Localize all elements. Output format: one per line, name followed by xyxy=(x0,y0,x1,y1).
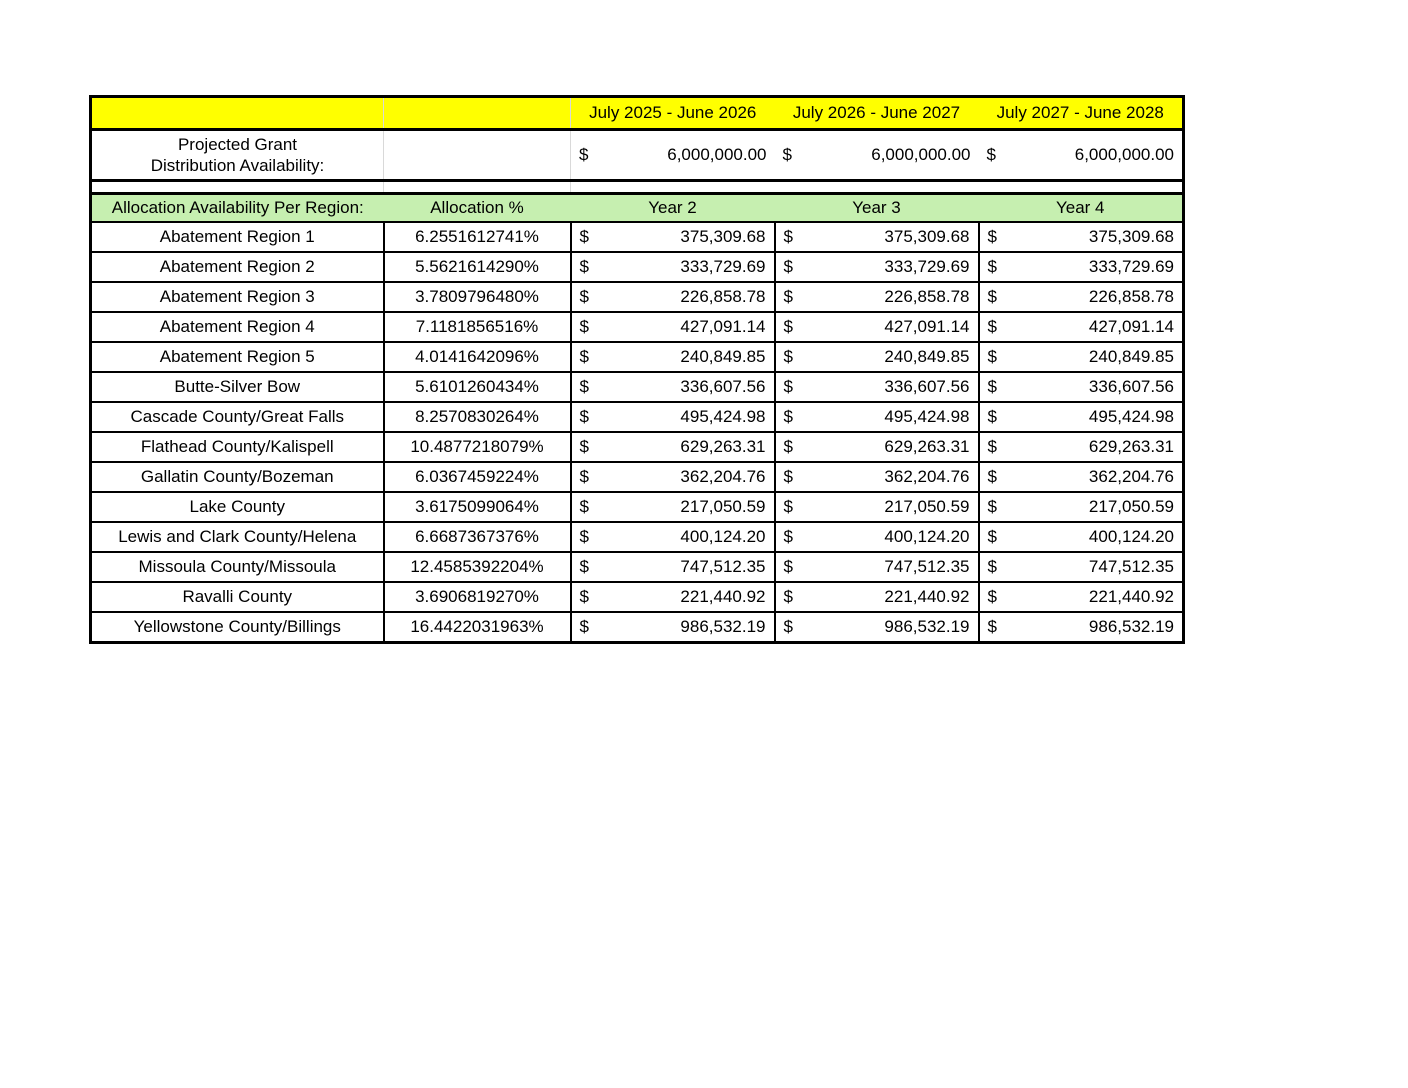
year-amount: 400,124.20 xyxy=(680,527,766,546)
year-amount: 333,729.69 xyxy=(680,257,766,276)
year-amount: 226,858.78 xyxy=(1088,287,1174,306)
region-name: Ravalli County xyxy=(91,582,384,612)
currency-symbol: $ xyxy=(987,467,997,486)
table-row xyxy=(91,252,1184,282)
currency-symbol: $ xyxy=(783,317,793,336)
year-amount: 427,091.14 xyxy=(680,317,766,336)
year-amount-cell xyxy=(571,492,775,522)
currency-symbol: $ xyxy=(579,437,589,456)
year-amount: 221,440.92 xyxy=(884,587,970,606)
currency-symbol: $ xyxy=(782,145,792,164)
table-row xyxy=(91,582,1184,612)
currency-symbol: $ xyxy=(987,617,997,636)
year-amount: 336,607.56 xyxy=(680,377,766,396)
currency-symbol: $ xyxy=(783,587,793,606)
year-amount: 427,091.14 xyxy=(1088,317,1174,336)
year-amount: 375,309.68 xyxy=(680,227,766,246)
year-amount: 217,050.59 xyxy=(680,497,766,516)
currency-symbol: $ xyxy=(783,497,793,516)
year-amount-cell xyxy=(979,432,1184,462)
region-name: Gallatin County/Bozeman xyxy=(91,462,384,492)
blank-cell xyxy=(91,181,384,194)
year-amount: 240,849.85 xyxy=(1088,347,1174,366)
currency-symbol: $ xyxy=(579,587,589,606)
year-amount: 747,512.35 xyxy=(1088,557,1174,576)
table-row xyxy=(91,462,1184,492)
year-amount: 336,607.56 xyxy=(884,377,970,396)
year-amount-cell xyxy=(571,252,775,282)
year-amount: 375,309.68 xyxy=(1088,227,1174,246)
year-amount: 375,309.68 xyxy=(884,227,970,246)
region-name: Abatement Region 4 xyxy=(91,312,384,342)
year-amount: 362,204.76 xyxy=(884,467,970,486)
currency-symbol: $ xyxy=(579,145,589,164)
year-amount-cell xyxy=(979,312,1184,342)
currency-symbol: $ xyxy=(579,407,589,426)
year-amount: 217,050.59 xyxy=(884,497,970,516)
currency-symbol: $ xyxy=(579,527,589,546)
allocation-percent: 4.0141642096% xyxy=(384,342,571,372)
allocation-percent: 6.2551612741% xyxy=(384,222,571,252)
allocation-percent: 5.6101260434% xyxy=(384,372,571,402)
year-amount-cell xyxy=(979,522,1184,552)
projected-amount: 6,000,000.00 xyxy=(667,145,767,164)
projected-amount-cell xyxy=(571,130,775,181)
year-amount-cell xyxy=(775,402,979,432)
year-amount: 986,532.19 xyxy=(1088,617,1174,636)
year-amount-cell xyxy=(571,312,775,342)
year-amount: 495,424.98 xyxy=(680,407,766,426)
allocation-header-row xyxy=(91,194,1184,223)
year-amount-cell xyxy=(979,552,1184,582)
region-name: Lewis and Clark County/Helena xyxy=(91,522,384,552)
table-row xyxy=(91,432,1184,462)
year-amount: 240,849.85 xyxy=(884,347,970,366)
year-amount: 495,424.98 xyxy=(884,407,970,426)
year-amount-cell xyxy=(775,252,979,282)
year-amount-cell xyxy=(775,552,979,582)
currency-symbol: $ xyxy=(783,347,793,366)
year-amount-cell xyxy=(979,612,1184,643)
currency-symbol: $ xyxy=(579,497,589,516)
year-amount: 362,204.76 xyxy=(680,467,766,486)
table-row xyxy=(91,222,1184,252)
year-amount: 333,729.69 xyxy=(1088,257,1174,276)
table-row xyxy=(91,522,1184,552)
table-row xyxy=(91,552,1184,582)
currency-symbol: $ xyxy=(579,347,589,366)
year-amount: 747,512.35 xyxy=(884,557,970,576)
year-amount-cell xyxy=(979,252,1184,282)
year-amount-cell xyxy=(571,462,775,492)
year-amount-cell xyxy=(775,582,979,612)
currency-symbol: $ xyxy=(579,257,589,276)
year-amount-cell xyxy=(979,222,1184,252)
period-header: July 2025 - June 2026 xyxy=(571,97,775,130)
year-amount-cell xyxy=(571,432,775,462)
blank-cell xyxy=(384,181,571,194)
year-amount-cell xyxy=(775,312,979,342)
projected-amount: 6,000,000.00 xyxy=(1074,145,1174,164)
year-amount-cell xyxy=(979,372,1184,402)
projected-label-line1: Projected Grant xyxy=(177,135,298,154)
year-amount: 217,050.59 xyxy=(1088,497,1174,516)
allocation-percent: 12.4585392204% xyxy=(384,552,571,582)
year-amount-cell xyxy=(571,372,775,402)
year-amount-cell xyxy=(775,222,979,252)
allocation-percent: 6.6687367376% xyxy=(384,522,571,552)
table-row xyxy=(91,492,1184,522)
allocation-pct-header: Allocation % xyxy=(384,194,571,223)
region-name: Abatement Region 1 xyxy=(91,222,384,252)
year-amount: 221,440.92 xyxy=(1088,587,1174,606)
year-amount: 336,607.56 xyxy=(1088,377,1174,396)
year-amount-cell xyxy=(571,222,775,252)
year-amount-cell xyxy=(775,372,979,402)
currency-symbol: $ xyxy=(783,617,793,636)
year-amount-cell xyxy=(979,462,1184,492)
allocation-percent: 3.6175099064% xyxy=(384,492,571,522)
year-header: Year 4 xyxy=(979,194,1184,223)
currency-symbol: $ xyxy=(783,227,793,246)
year-amount-cell xyxy=(571,582,775,612)
currency-symbol: $ xyxy=(987,527,997,546)
period-header: July 2026 - June 2027 xyxy=(775,97,979,130)
currency-symbol: $ xyxy=(579,317,589,336)
blank-cell xyxy=(571,181,775,194)
year-amount: 221,440.92 xyxy=(680,587,766,606)
year-header: Year 3 xyxy=(775,194,979,223)
year-amount: 226,858.78 xyxy=(680,287,766,306)
year-amount-cell xyxy=(571,522,775,552)
blank-cell xyxy=(91,97,384,130)
blank-cell xyxy=(384,97,571,130)
projected-amount-cell xyxy=(775,130,979,181)
table-row xyxy=(91,402,1184,432)
region-name: Cascade County/Great Falls xyxy=(91,402,384,432)
allocation-percent: 5.5621614290% xyxy=(384,252,571,282)
spacer-row xyxy=(91,181,1184,194)
year-amount-cell xyxy=(775,492,979,522)
currency-symbol: $ xyxy=(987,317,997,336)
allocation-percent: 7.1181856516% xyxy=(384,312,571,342)
year-amount: 986,532.19 xyxy=(884,617,970,636)
region-name: Flathead County/Kalispell xyxy=(91,432,384,462)
year-amount: 629,263.31 xyxy=(884,437,970,456)
currency-symbol: $ xyxy=(579,287,589,306)
year-amount: 362,204.76 xyxy=(1088,467,1174,486)
year-amount-cell xyxy=(775,432,979,462)
table-row xyxy=(91,282,1184,312)
year-amount-cell xyxy=(571,402,775,432)
currency-symbol: $ xyxy=(783,287,793,306)
year-amount-cell xyxy=(571,282,775,312)
year-amount-cell xyxy=(979,282,1184,312)
projected-amount: 6,000,000.00 xyxy=(871,145,971,164)
year-amount: 629,263.31 xyxy=(680,437,766,456)
allocation-percent: 3.6906819270% xyxy=(384,582,571,612)
region-name: Missoula County/Missoula xyxy=(91,552,384,582)
year-amount-cell xyxy=(775,522,979,552)
currency-symbol: $ xyxy=(579,557,589,576)
currency-symbol: $ xyxy=(987,377,997,396)
currency-symbol: $ xyxy=(783,527,793,546)
currency-symbol: $ xyxy=(783,407,793,426)
year-amount: 747,512.35 xyxy=(680,557,766,576)
currency-symbol: $ xyxy=(987,587,997,606)
allocation-region-header: Allocation Availability Per Region: xyxy=(91,194,384,223)
currency-symbol: $ xyxy=(783,257,793,276)
allocation-percent: 8.2570830264% xyxy=(384,402,571,432)
allocation-percent: 6.0367459224% xyxy=(384,462,571,492)
currency-symbol: $ xyxy=(986,145,996,164)
region-name: Yellowstone County/Billings xyxy=(91,612,384,643)
allocation-spreadsheet xyxy=(89,95,1185,644)
projected-amount-cell xyxy=(979,130,1184,181)
year-amount: 240,849.85 xyxy=(680,347,766,366)
region-name: Abatement Region 5 xyxy=(91,342,384,372)
currency-symbol: $ xyxy=(987,497,997,516)
currency-symbol: $ xyxy=(783,377,793,396)
currency-symbol: $ xyxy=(579,377,589,396)
currency-symbol: $ xyxy=(987,407,997,426)
table-row xyxy=(91,312,1184,342)
region-name: Abatement Region 2 xyxy=(91,252,384,282)
year-amount-cell xyxy=(979,342,1184,372)
region-name: Abatement Region 3 xyxy=(91,282,384,312)
currency-symbol: $ xyxy=(987,257,997,276)
year-amount-cell xyxy=(571,552,775,582)
period-header: July 2027 - June 2028 xyxy=(979,97,1184,130)
table-row xyxy=(91,372,1184,402)
year-amount-cell xyxy=(979,402,1184,432)
year-amount-cell xyxy=(979,582,1184,612)
year-amount-cell xyxy=(775,342,979,372)
currency-symbol: $ xyxy=(783,437,793,456)
spreadsheet-body xyxy=(91,97,1184,643)
year-amount-cell xyxy=(775,612,979,643)
year-header: Year 2 xyxy=(571,194,775,223)
year-amount: 400,124.20 xyxy=(1088,527,1174,546)
year-amount: 400,124.20 xyxy=(884,527,970,546)
table-row xyxy=(91,612,1184,643)
year-amount: 226,858.78 xyxy=(884,287,970,306)
currency-symbol: $ xyxy=(579,617,589,636)
currency-symbol: $ xyxy=(783,557,793,576)
table-row xyxy=(91,342,1184,372)
currency-symbol: $ xyxy=(579,467,589,486)
currency-symbol: $ xyxy=(987,437,997,456)
year-amount-cell xyxy=(775,462,979,492)
year-amount: 495,424.98 xyxy=(1088,407,1174,426)
year-amount-cell xyxy=(979,492,1184,522)
blank-cell xyxy=(384,130,571,181)
projected-label-line2: Distribution Availability: xyxy=(150,156,325,175)
projected-availability-row xyxy=(91,130,1184,181)
year-amount: 986,532.19 xyxy=(680,617,766,636)
year-amount: 427,091.14 xyxy=(884,317,970,336)
period-header-row xyxy=(91,97,1184,130)
year-amount-cell xyxy=(775,282,979,312)
currency-symbol: $ xyxy=(987,557,997,576)
region-name: Butte-Silver Bow xyxy=(91,372,384,402)
allocation-percent: 3.7809796480% xyxy=(384,282,571,312)
currency-symbol: $ xyxy=(987,287,997,306)
currency-symbol: $ xyxy=(987,227,997,246)
year-amount-cell xyxy=(571,612,775,643)
blank-cell xyxy=(979,181,1184,194)
allocation-percent: 16.4422031963% xyxy=(384,612,571,643)
year-amount: 333,729.69 xyxy=(884,257,970,276)
currency-symbol: $ xyxy=(783,467,793,486)
year-amount: 629,263.31 xyxy=(1088,437,1174,456)
currency-symbol: $ xyxy=(987,347,997,366)
region-name: Lake County xyxy=(91,492,384,522)
currency-symbol: $ xyxy=(579,227,589,246)
allocation-percent: 10.4877218079% xyxy=(384,432,571,462)
year-amount-cell xyxy=(571,342,775,372)
blank-cell xyxy=(775,181,979,194)
projected-label xyxy=(91,130,384,181)
